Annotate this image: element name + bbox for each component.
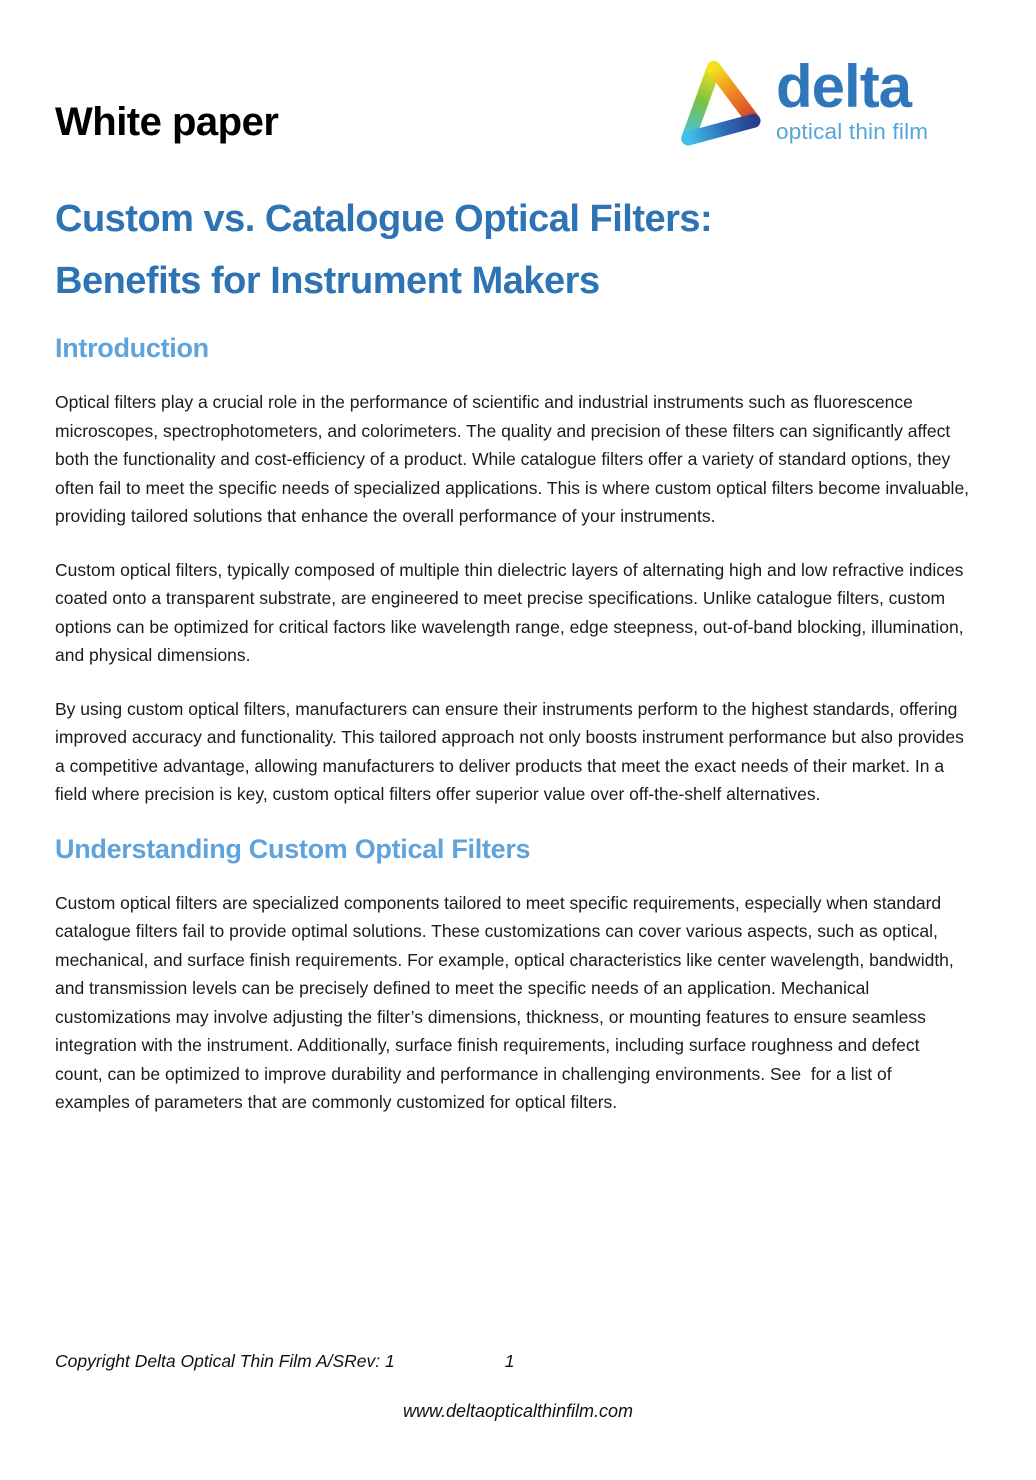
footer-page-number: 1 bbox=[504, 1351, 515, 1371]
document-title bbox=[55, 188, 955, 312]
document-kicker: White paper bbox=[55, 100, 279, 144]
document-title-line-1: Custom vs. Catalogue Optical Filters: bbox=[55, 198, 713, 240]
logo-text-block bbox=[776, 53, 929, 145]
company-logo bbox=[676, 52, 928, 158]
delta-triangle-icon bbox=[676, 52, 764, 158]
logo-brand-name: delta bbox=[776, 53, 912, 120]
section-understanding-custom-optical-filters bbox=[55, 834, 971, 1117]
paragraph: Custom optical filters, typically composed of multiple thin dielectric layers of alternating high and low refractive indices coated onto a transparent substrate, are engineered to meet precise specifications. Unlike catalogue filters, custom options can be optimized for critical factors like wavelength range, edge steepness, out-of-band blocking, illumination, and physical dimensions. bbox=[55, 559, 969, 665]
section-heading-introduction: Introduction bbox=[55, 333, 209, 363]
section-heading-understanding-custom-optical-filters: Understanding Custom Optical Filters bbox=[55, 833, 531, 864]
logo-tagline: optical thin film bbox=[776, 119, 929, 144]
paragraph: By using custom optical filters, manufacturers can ensure their instruments perform to the highest standards, offering improved accuracy and functionality. This tailored approach not only boosts instrument performance but also provides a competitive advantage, allowing manufacturers to deliver products that meet the exact needs of their market. In a field where precision is key, custom optical filters offer superior value over off-the-shelf alternatives. bbox=[55, 698, 969, 804]
section-introduction bbox=[55, 333, 974, 809]
paragraph: Optical filters play a crucial role in the performance of scientific and industrial instruments such as fluorescence microscopes, spectrophotometers, and colorimeters. The quality and precision of these filters can significantly affect both the functionality and cost-efficiency of a product. While catalogue filters offer a variety of standard options, they often fail to meet the specific needs of specialized applications. This is where custom optical filters become invaluable, providing tailored solutions that enhance the overall performance of your instruments. bbox=[55, 392, 974, 526]
document-title-line-2: Benefits for Instrument Makers bbox=[55, 260, 600, 302]
footer bbox=[55, 1351, 514, 1372]
footer-website-url: www.deltaopticalthinfilm.com bbox=[402, 1401, 634, 1421]
footer-copyright: Copyright Delta Optical Thin Film A/SRev: 1 bbox=[55, 1351, 395, 1371]
document-body bbox=[55, 333, 974, 1142]
paragraph: Custom optical filters are specialized components tailored to meet specific requirements, especially when standard catalogue filters fail to provide optimal solutions. These customizations can cover various aspects, such as optical, mechanical, and surface finish requirements. For example, optical characteristics like center wavelength, bandwidth, and transmission levels can be precisely defined to meet the specific needs of an application. Mechanical customizations may involve adjusting the filter’s dimensions, thickness, or mounting features to ensure seamless integration with the instrument. Additionally, surface finish requirements, including surface roughness and defect count, can be optimized to improve durability and performance in challenging environments. See for a list of examples of parameters that are commonly customized for optical filters. bbox=[55, 892, 959, 1112]
